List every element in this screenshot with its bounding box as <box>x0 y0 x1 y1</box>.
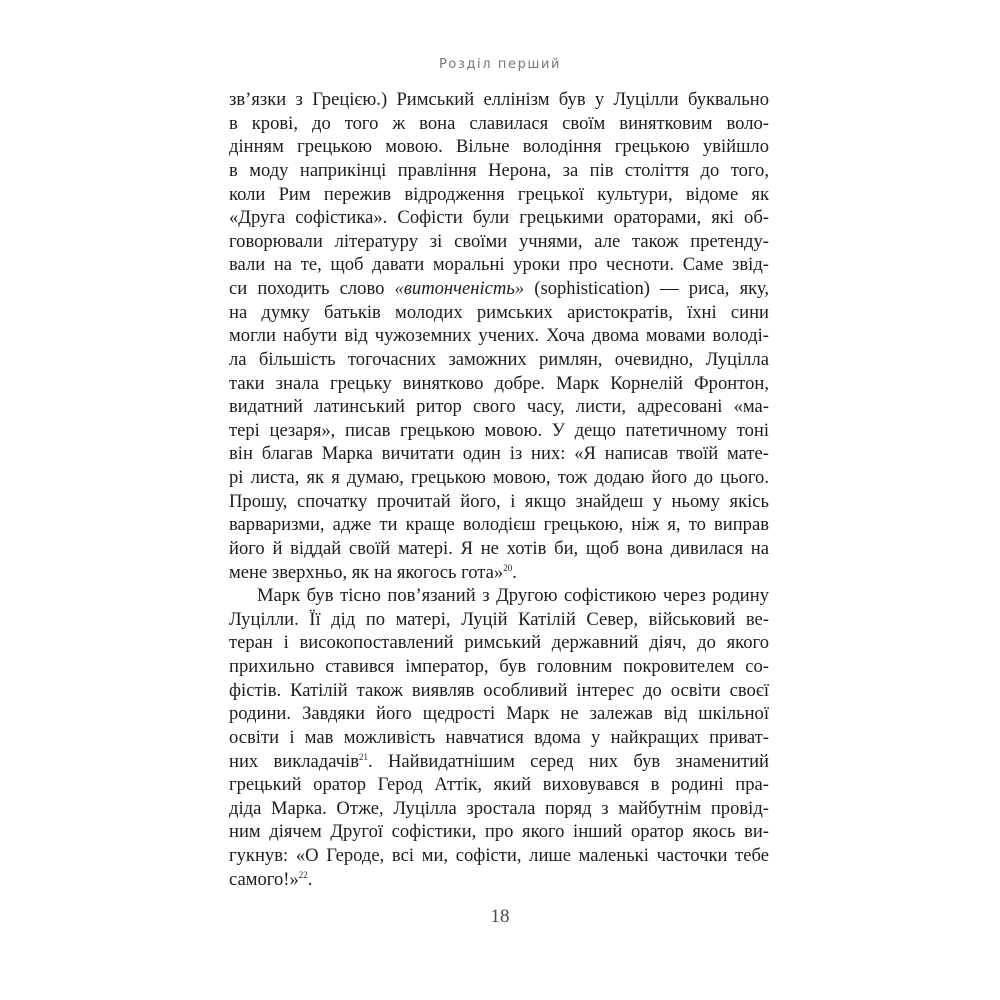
text-line: ним діячем Другої софістики, про якого інший оратор якось ви- <box>229 821 769 843</box>
text-fragment: (sophistication) — риса, яку, <box>524 278 769 299</box>
text-line: зв’язки з Грецією.) Римський еллінізм був у Луцілли буквально <box>229 89 769 110</box>
page-number: 18 <box>490 906 510 927</box>
text-line: його й віддай своїй матері. Я не хотів би, щоб вона дивилася на <box>229 537 769 559</box>
text-line <box>229 561 769 585</box>
text-line: він благав Марка вичитати один із них: «Я написав твоїй мате- <box>229 443 769 465</box>
text-line: теран і високопоставлений римський державний діяч, до якого <box>229 632 769 654</box>
text-line: говорювали літературу зі своїми учнями, але також претенду- <box>229 230 769 252</box>
text-line: Прошу, спочатку прочитай його, і якщо знайдеш у ньому якісь <box>229 490 769 512</box>
text-line: гукнув: «О Героде, всі ми, софісти, лише маленькі часточки тебе <box>229 845 769 866</box>
text-line <box>229 868 769 892</box>
text-line: фістів. Катілій також виявляв особливий інтерес до освіти своєї <box>229 679 769 701</box>
footnote-marker: 20 <box>503 562 513 573</box>
text-line <box>229 277 769 301</box>
text-line: тері цезаря», писав грецькою мовою. У дещо патетичному тоні <box>229 419 769 441</box>
running-header: Розділ перший <box>438 57 562 72</box>
text-line: в моду наприкінці правління Нерона, за пів століття до того, <box>229 159 769 181</box>
text-line: вали на те, щоб давати моральні уроки про чесноти. Саме звід- <box>229 254 769 276</box>
text-line: дінням грецькою мовою. Вільне володіння грецькою увійшло <box>229 136 769 158</box>
text-line: в крові, до того ж вона славилася своїм винятковим воло- <box>229 112 769 134</box>
footnote-marker: 22 <box>298 869 308 880</box>
text-line: таки знала грецьку винятково добре. Марк Корнелій Фронтон, <box>229 372 769 394</box>
text-line: прихильно ставився імператор, був головним покровителем со- <box>229 656 769 677</box>
text-line: діда Марка. Отже, Луцілла зростала поряд з майбутнім провід- <box>229 797 769 819</box>
text-fragment: мене зверхньо, як на якогось гота» <box>229 561 504 583</box>
text-line: грецький оратор Герод Аттік, який виховувався в родині пра- <box>229 774 769 796</box>
text-line: Луцілли. Її дід по матері, Луцій Катілій Север, військовий ве- <box>229 608 769 630</box>
text-line: могли набути від чужоземних учених. Хоча двома мовами володі- <box>229 325 769 347</box>
text-line: родини. Завдяки його щедрості Марк не залежав від шкільної <box>229 703 769 725</box>
text-line <box>229 750 769 774</box>
text-fragment: . <box>307 868 313 890</box>
text-fragment: самого!» <box>229 868 299 890</box>
footnote-marker: 21 <box>359 751 369 762</box>
text-line: видатний латинський ритор свого часу, листи, адресовані «ма- <box>229 396 769 418</box>
text-line: варваризми, адже ти краще володієш грецькою, ніж я, то виправ <box>229 514 769 536</box>
text-fragment: . Найвидатнішим серед них був знаменитий <box>368 750 769 772</box>
text-line: «Друга софістика». Софісти були грецькими ораторами, які об- <box>229 207 769 229</box>
text-line: освіти і мав можливість навчатися вдома у найкращих приват- <box>229 726 769 748</box>
text-line: рі листа, як я думаю, грецькою мовою, тож додаю його до цього. <box>229 467 769 488</box>
text-line: Марк був тісно пов’язаний з Другою софістикою через родину <box>257 585 769 607</box>
italic-term: «витонченість» <box>394 278 525 299</box>
text-line: коли Рим пережив відродження грецької культури, відоме як <box>229 183 769 205</box>
text-line: на думку батьків молодих римських аристократів, їхні сини <box>229 301 769 323</box>
text-fragment: . <box>512 561 517 583</box>
text-fragment: них викладачів <box>229 750 360 772</box>
text-line: ла більшість тогочасних заможних римлян, очевидно, Луцілла <box>229 348 769 370</box>
body-text <box>229 88 769 891</box>
text-fragment: си походить слово <box>229 278 385 299</box>
